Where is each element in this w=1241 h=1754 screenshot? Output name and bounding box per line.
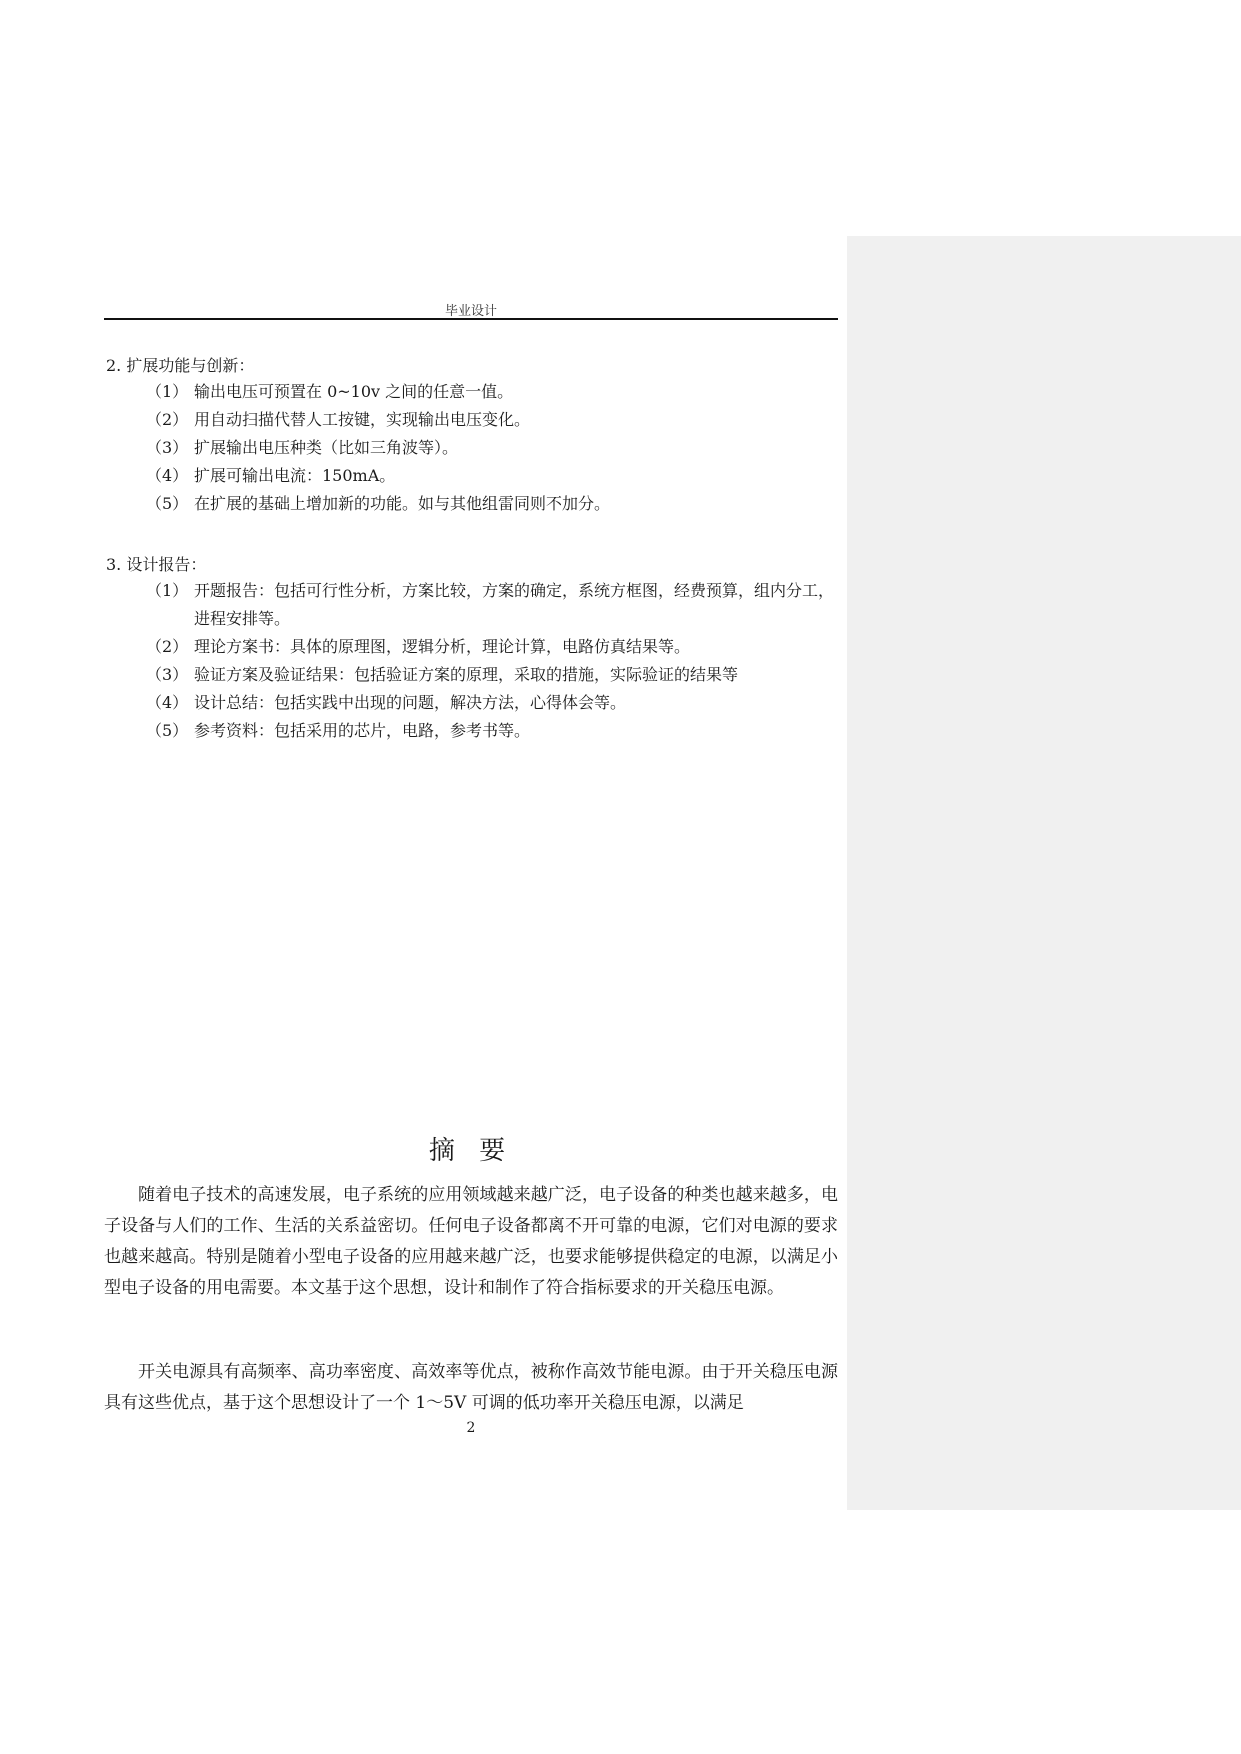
item-text: 扩展输出电压种类（比如三角波等）。 — [194, 438, 459, 457]
item-number: （3） — [146, 438, 189, 457]
item-text: 理论方案书：具体的原理图，逻辑分析，理论计算，电路仿真结果等。 — [194, 637, 691, 656]
item-text: 设计总结：包括实践中出现的问题，解决方法，心得体会等。 — [194, 693, 627, 712]
item-text: 输出电压可预置在 0~10v 之间的任意一值。 — [194, 382, 514, 401]
abstract-paragraph: 随着电子技术的高速发展，电子系统的应用领域越来越广泛，电子设备的种类也越来越多，电子设备与人们的工作、生活的关系益密切。任何电子设备都离不开可靠的电源，它们对电源的要求也越来越高。特别是随着小型电子设备的应用越来越广泛，也要求能够提供稳定的电源，以满足小型电子设备的用电需要。本文基于这个思想，设计和制作了符合指标要求的开关稳压电源。 — [104, 1185, 838, 1298]
section-title-report: 3. 设计报告： — [106, 555, 207, 574]
item-text: 用自动扫描代替人工按键，实现输出电压变化。 — [194, 410, 531, 429]
comment-pane — [847, 236, 1241, 1510]
item-number: （2） — [146, 410, 189, 429]
item-number: （5） — [146, 494, 189, 513]
item-text: 在扩展的基础上增加新的功能。如与其他组雷同则不加分。 — [194, 494, 611, 513]
page-number: 2 — [466, 1420, 476, 1436]
page-header: 毕业设计 — [444, 304, 497, 319]
item-text: 开题报告：包括可行性分析，方案比较，方案的确定，系统方框图，经费预算，组内分工，进程安排等。 — [194, 581, 835, 628]
header-rule — [104, 318, 838, 320]
item-text: 扩展可输出电流：150mA。 — [194, 466, 396, 485]
abstract-title: 摘 要 — [428, 1136, 514, 1166]
item-text: 参考资料：包括采用的芯片，电路，参考书等。 — [194, 721, 531, 740]
item-number: （2） — [146, 637, 189, 656]
item-number: （4） — [146, 466, 189, 485]
item-number: （5） — [146, 721, 189, 740]
section-title-extensions: 2. 扩展功能与创新： — [106, 356, 255, 375]
item-number: （1） — [146, 581, 189, 600]
item-text: 验证方案及验证结果：包括验证方案的原理，采取的措施，实际验证的结果等 — [194, 665, 739, 684]
item-number: （3） — [146, 665, 189, 684]
abstract-paragraph: 开关电源具有高频率、高功率密度、高效率等优点，被称作高效节能电源。由于开关稳压电源具有这些优点，基于这个思想设计了一个 1～5V 可调的低功率开关稳压电源，以满足 — [104, 1362, 838, 1413]
item-number: （1） — [146, 382, 189, 401]
item-number: （4） — [146, 693, 189, 712]
